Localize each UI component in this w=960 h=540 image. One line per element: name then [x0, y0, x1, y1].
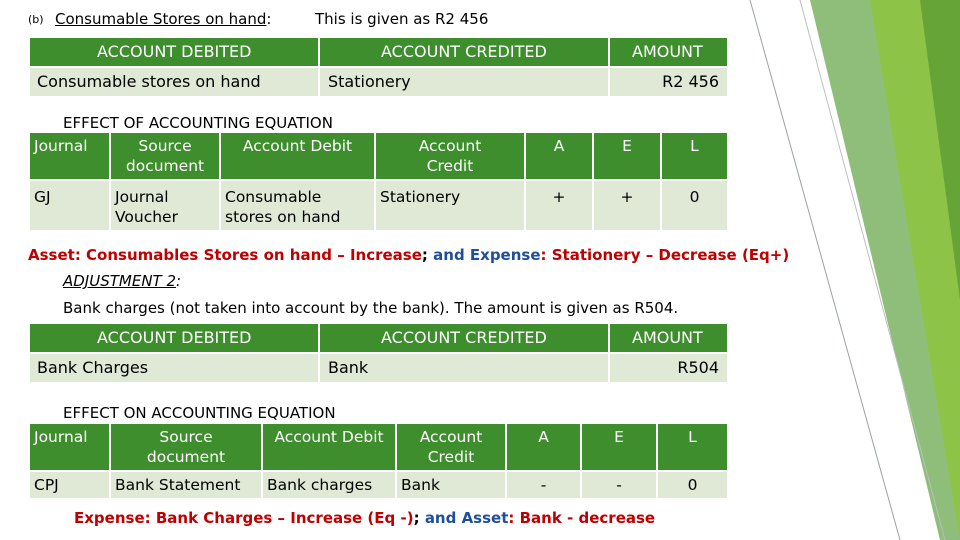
table2-header: [30, 324, 727, 352]
cell-amount: R2 456: [662, 72, 719, 91]
header-account-debited: ACCOUNT DEBITED: [97, 328, 252, 347]
table2-row: [30, 354, 727, 382]
cell-credited: Bank: [328, 358, 369, 377]
header-amount: AMOUNT: [632, 42, 703, 61]
header-account-debit: Account Debit: [262, 424, 396, 471]
header-e: E: [581, 424, 657, 471]
header-amount: AMOUNT: [632, 328, 703, 347]
cell-source-document: Journal Voucher: [110, 180, 220, 230]
cell-l: 0: [661, 180, 727, 230]
table-row: [30, 471, 727, 498]
decorative-green-shapes: [740, 0, 960, 540]
header-account-debit: Account Debit: [220, 133, 375, 180]
cell-credited: Stationery: [328, 72, 411, 91]
cell-debited: Consumable stores on hand: [37, 72, 261, 91]
cell-journal: GJ: [30, 180, 110, 230]
note-line-2: Expense: Bank Charges – Increase (Eq -); and Asset: Bank - decrease: [74, 509, 656, 527]
table-row: [30, 133, 727, 180]
cell-source-document: Bank Statement: [110, 471, 262, 498]
equation1-table: [30, 133, 727, 230]
table1-row: [30, 68, 727, 96]
cell-account-credit: Bank: [396, 471, 506, 498]
cell-e: +: [593, 180, 661, 230]
cell-amount: R504: [677, 358, 719, 377]
cell-e: -: [581, 471, 657, 498]
table-row: [30, 424, 727, 471]
header-journal: Journal: [30, 424, 110, 471]
equation2-title: EFFECT ON ACCOUNTING EQUATION: [63, 404, 336, 422]
header-l: L: [657, 424, 727, 471]
header-account-credit: Account Credit: [375, 133, 525, 180]
header-source-document: Source document: [110, 133, 220, 180]
header-a: A: [525, 133, 593, 180]
section-marker: (b): [28, 13, 44, 26]
cell-account-debit: Consumable stores on hand: [220, 180, 375, 230]
section-title: Consumable Stores on hand:: [55, 10, 272, 28]
cell-l: 0: [657, 471, 727, 498]
adjustment-title: ADJUSTMENT 2:: [63, 272, 182, 290]
header-journal: Journal: [30, 133, 110, 180]
header-account-credited: ACCOUNT CREDITED: [381, 328, 547, 347]
header-source-document: Source document: [110, 424, 262, 471]
note-line-1: Asset: Consumables Stores on hand – Increase; and Expense: Stationery – Decrease (Eq+): [28, 246, 790, 264]
table-row: [30, 180, 727, 230]
cell-account-credit: Stationery: [375, 180, 525, 230]
equation2-table: [30, 424, 727, 498]
header-account-credit: Account Credit: [396, 424, 506, 471]
header-a: A: [506, 424, 581, 471]
header-account-credited: ACCOUNT CREDITED: [381, 42, 547, 61]
cell-account-debit: Bank charges: [262, 471, 396, 498]
adjustment-description: Bank charges (not taken into account by the bank). The amount is given as R504.: [63, 299, 679, 317]
header-account-debited: ACCOUNT DEBITED: [97, 42, 252, 61]
equation1-title: EFFECT OF ACCOUNTING EQUATION: [63, 114, 333, 132]
given-amount-text: This is given as R2 456: [315, 10, 489, 28]
cell-debited: Bank Charges: [37, 358, 149, 377]
header-e: E: [593, 133, 661, 180]
cell-a: -: [506, 471, 581, 498]
header-l: L: [661, 133, 727, 180]
cell-journal: CPJ: [30, 471, 110, 498]
cell-a: +: [525, 180, 593, 230]
table1-header: [30, 38, 727, 66]
